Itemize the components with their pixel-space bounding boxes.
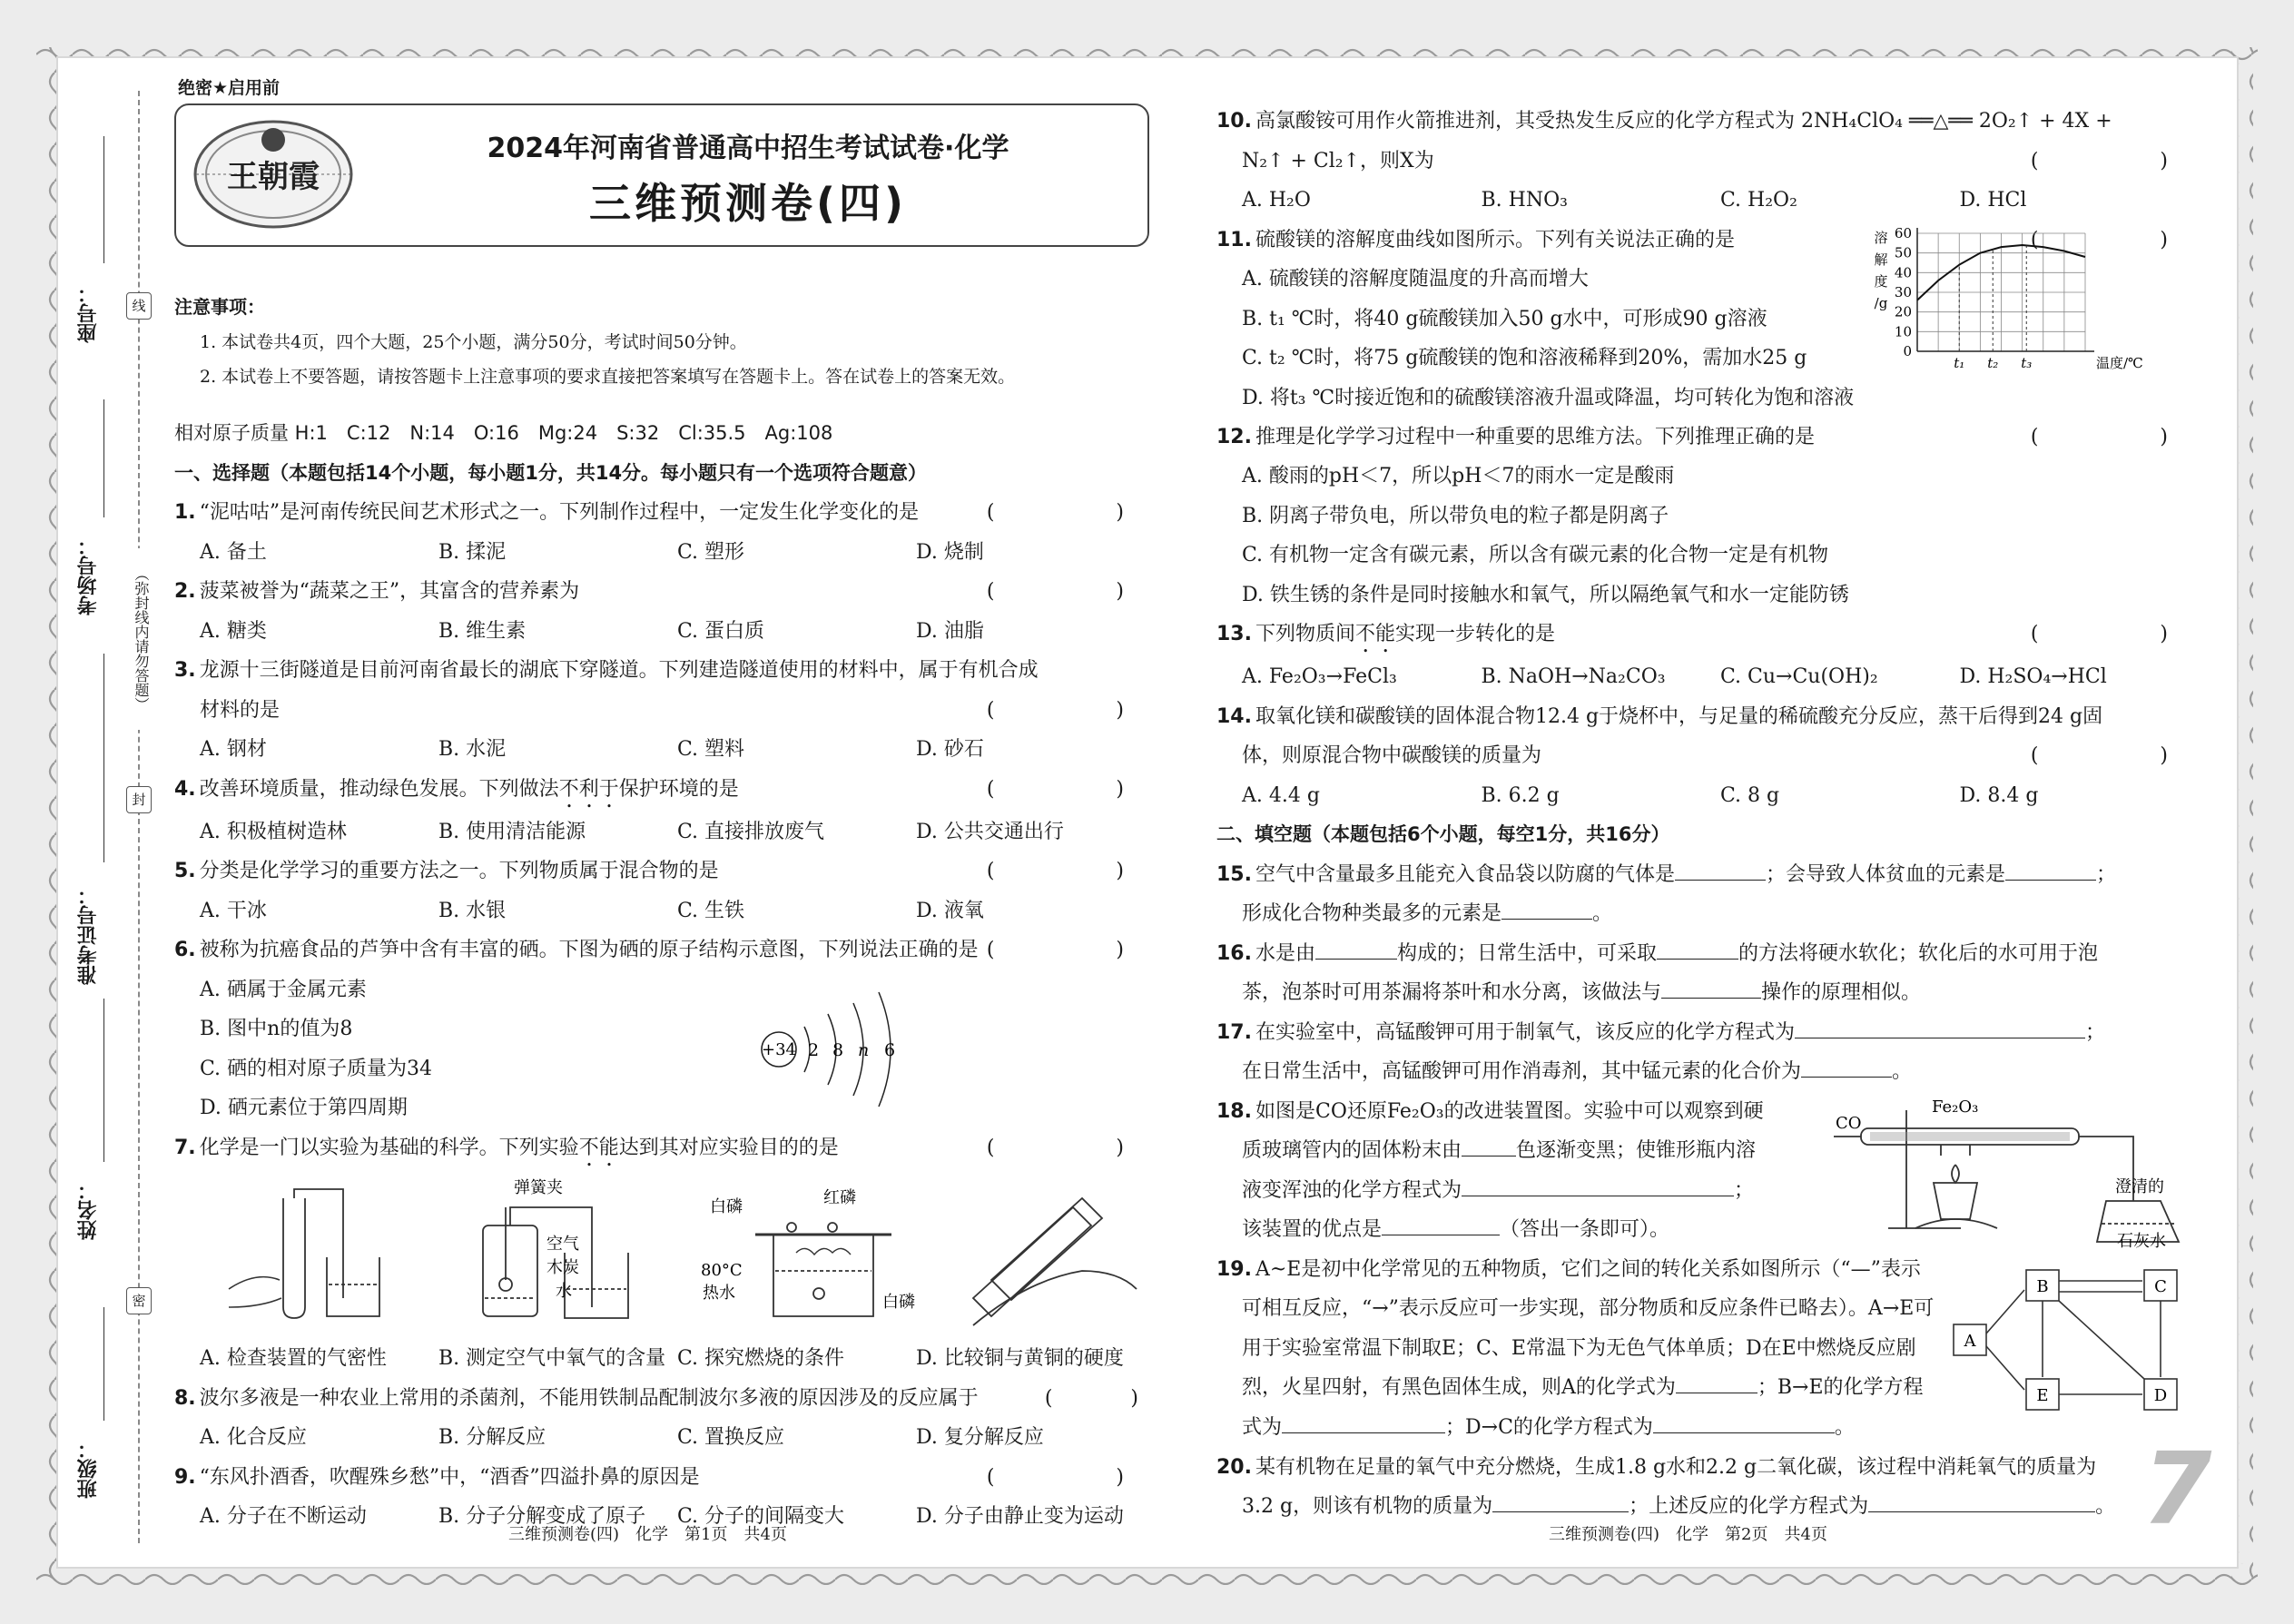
chart-ytick-label: 30: [1894, 283, 1912, 300]
svg-text:A: A: [1964, 1331, 1976, 1351]
question-9-options: A. 分子在不断运动 B. 分子分解变成了原子 C. 分子的间隔变大 D. 分子由静止变为运动: [200, 1505, 1124, 1528]
seat-label: 座号：: [77, 283, 100, 343]
svg-text:E: E: [2036, 1385, 2049, 1405]
atomic-mass: 相对原子质量 H:1 C:12 N:14 O:16 Mg:24 S:32 Cl:35.5 Ag:108: [174, 422, 833, 444]
question-16-cont: 茶，泡茶时可用茶漏将茶叶和水分离，该做法与 操作的原理相似。: [1216, 973, 2199, 1013]
publisher-logo: [187, 116, 359, 232]
chart-x-label: 温度/℃: [2096, 354, 2143, 371]
q12-option-c: C. 有机物一定含有碳元素，所以含有碳元素的化合物一定是有机物: [1242, 544, 1829, 566]
class-label: 班级：: [77, 1439, 100, 1499]
svg-text:白磷: 白磷: [710, 1196, 743, 1216]
svg-text:空气: 空气: [546, 1234, 579, 1254]
question-3: 3. 龙源十三街隧道是目前河南省最长的湖底下穿隧道。下列建造隧道使用的材料中，属于有机合成: [174, 659, 1039, 682]
question-18-block: 18. 如图是CO还原Fe₂O₃的改进装置图。实验中可以观察到硬 质玻璃管内的固体粉末由 色逐渐变黑；使锥形瓶内溶 液变浑浊的化学方程式为 ； 该装置的优点是 （答出一条即可）。 CO Fe₂O₃ 澄清的 石灰水: [1216, 1092, 2199, 1250]
selenium-atom-diagram: [755, 970, 919, 1128]
left-column: [174, 289, 1155, 1537]
question-8-options: A. 化合反应 B. 分解反应 C. 置换反应 D. 复分解反应: [200, 1426, 1044, 1449]
section-1-heading: 一、选择题（本题包括14个小题，每小题1分，共14分。每小题只有一个选项符合题意）: [174, 461, 928, 484]
name-label: 姓名：: [77, 1180, 100, 1240]
co-reduction-apparatus: [1834, 1092, 2197, 1250]
svg-text:+34: +34: [762, 1039, 796, 1059]
svg-text:6: 6: [884, 1039, 896, 1060]
logo-text: 王朝霞: [227, 159, 320, 195]
question-4: 4. 改善环境质量，推动绿色发展。下列做法 不利于 保护环境的是 ( ): [174, 777, 1151, 801]
exam-subtitle: 三维预测卷(四): [588, 179, 908, 228]
q11-option-b: B. t₁ ℃时，将40 g硫酸镁加入50 g水中，可形成90 g溶液: [1242, 307, 1767, 330]
question-19-block: 19. A~E是初中化学常见的五种物质，它们之间的转化关系如图所示（“—”表示 可相互反应，“→”表示反应可一步实现，部分物质和反应条件已略去）。A→E可 用于实验室常温下制取E；C、E常温下为无色气体单质；D在E中燃烧反应剧 烈，火星四射，有黑色固体生成，则A的化学式为 ；B→E的化学方程 式为 ；D→C的化学方程式为 。 A B C D E: [1216, 1250, 2199, 1448]
svg-text:8: 8: [832, 1039, 844, 1060]
q12-option-a: A. 酸雨的pH＜7，所以pH＜7的雨水一定是酸雨: [1242, 465, 1675, 487]
ticket-label: 准考证号：: [77, 885, 100, 985]
section-2-heading: 二、填空题（本题包括6个小题，每空1分，共16分）: [1216, 823, 1670, 845]
tag-seal: 封: [126, 786, 152, 813]
question-14-options: A. 4.4 g B. 6.2 g C. 8 g D. 8.4 g: [1242, 783, 2039, 807]
chart-y-label: 解: [1874, 251, 1888, 268]
chart-ytick-label: 60: [1894, 224, 1912, 241]
question-5-options: A. 干冰 B. 水银 C. 生铁 D. 液氧: [200, 899, 984, 922]
svg-text:木炭: 木炭: [546, 1257, 579, 1277]
tag-line: 线: [126, 292, 152, 320]
question-12: 12. 推理是化学学习过程中一种重要的思维方法。下列推理正确的是 ( ): [1216, 425, 2195, 448]
question-7-apparatus: [174, 1171, 1155, 1325]
notice-item-1: 1. 本试卷共4页，四个大题，25个小题，满分50分，考试时间50分钟。: [200, 332, 747, 352]
svg-text:C: C: [2154, 1276, 2167, 1296]
title-box: [174, 103, 1149, 247]
question-17: 17. 在实验室中，高锰酸钾可用于制氧气，该反应的化学方程式为 ；: [1216, 1013, 2199, 1053]
tag-secret: 密: [126, 1287, 152, 1314]
q11-option-a: A. 硫酸镁的溶解度随温度的升高而增大: [1242, 268, 1589, 290]
svg-text:CO: CO: [1836, 1113, 1862, 1133]
svg-text:Fe₂O₃: Fe₂O₃: [1932, 1097, 1979, 1117]
question-20: 20. 某有机物在足量的氧气中充分燃烧，生成1.8 g水和2.2 g二氧化碳，该过程中消耗氧气的质量为: [1216, 1455, 2097, 1479]
conversion-diagram: [1952, 1268, 2197, 1422]
svg-text:石灰水: 石灰水: [2117, 1231, 2166, 1251]
exam-title: 2024年河南省普通高中招生考试试卷·化学: [487, 133, 1009, 164]
notice-heading: 注意事项：: [174, 296, 265, 318]
seat-line: [103, 136, 104, 263]
question-2-options: A. 糖类 B. 维生素 C. 蛋白质 D. 油脂: [200, 619, 984, 643]
chart-y-label: 度: [1874, 272, 1888, 290]
chart-y-label: /g: [1874, 294, 1888, 311]
question-4-options: A. 积极植树造林 B. 使用清洁能源 C. 直接排放废气 D. 公共交通出行: [200, 820, 1064, 843]
chart-xtick-label: t₃: [2021, 354, 2033, 371]
question-13: 13. 下列物质间 不能 实现一步转化的是 ( ): [1216, 623, 2195, 645]
question-1: 1. “泥咕咕”是河南传统民间艺术形式之一。下列制作过程中，一定发生化学变化的是 ( ): [174, 501, 1151, 524]
question-5: 5. 分类是化学学习的重要方法之一。下列物质属于混合物的是 ( ): [174, 860, 1151, 882]
question-10-options: A. H₂O B. HNO₃ C. H₂O₂ D. HCl: [1242, 189, 2027, 212]
question-13-options: A. Fe₂O₃→FeCl₃ B. NaOH→Na₂CO₃ C. Cu→Cu(OH)₂ D. H₂SO₄→HCl: [1242, 665, 2107, 688]
question-16: 16. 水是由 构成的；日常生活中，可采取 的方法将硬水软化；软化后的水可用于泡: [1216, 934, 2199, 974]
svg-text:澄清的: 澄清的: [2115, 1176, 2164, 1196]
chart-ytick-label: 10: [1894, 322, 1912, 340]
question-7: 7. 化学是一门以实验为基础的科学。下列实验 不能 达到其对应实验目的的是 ( ): [174, 1136, 1151, 1159]
question-11-block: 11. 硫酸镁的溶解度曲线如图所示。下列有关说法正确的是 A. 硫酸镁的溶解度随温度的升高而增大 B. t₁ ℃时，将40 g硫酸镁加入50 g水中，可形成90 g溶液 C. t₂ ℃时，将75 g硫酸镁的饱和溶液稀释到20%，需加水25 g D. 将t₃ ℃时接近饱和的硫酸镁溶液升温或降温，均可转化为饱和溶液 ( ) 0 10 20 30 40 50 60 t₁ t₂ t₃ 温度/℃ 溶 解 度 /g: [1216, 221, 2199, 418]
svg-text:2: 2: [808, 1039, 820, 1060]
footer-page-1: 三维预测卷(四) 化学 第1页 共4页: [508, 1525, 787, 1544]
chart-ytick-label: 0: [1903, 342, 1912, 359]
question-10: 10. 高氯酸铵可用作火箭推进剂，其受热发生反应的化学方程式为 2NH₄ClO₄ ══△══ 2O₂↑ + 4X +: [1216, 110, 2112, 133]
question-1-options: A. 备土 B. 揉泥 C. 塑形 D. 烧制: [200, 540, 984, 564]
confidential-label: 绝密★启用前: [178, 78, 281, 98]
class-line: [103, 1307, 104, 1421]
question-8: 8. 波尔多液是一种农业上常用的杀菌剂，不能用铁制品配制波尔多液的原因涉及的反应属于 ( ): [174, 1386, 1151, 1410]
chart-ytick-label: 50: [1894, 244, 1912, 261]
chart-y-label: 溶: [1874, 229, 1888, 246]
question-7-options: A. 检查装置的气密性 B. 测定空气中氧气的含量 C. 探究燃烧的条件 D. 比较铜与黄铜的硬度: [200, 1347, 1124, 1370]
q6-option-a: A. 硒属于金属元素: [200, 978, 367, 1001]
svg-text:80°C: 80°C: [701, 1260, 743, 1280]
question-14: 14. 取氧化镁和碳酸镁的固体混合物12.4 g于烧杯中，与足量的稀硫酸充分反应，蒸干后得到24 g固: [1216, 704, 2103, 728]
question-20-cont: 3.2 g，则该有机物的质量为 ；上述反应的化学方程式为 。: [1216, 1487, 2199, 1527]
room-label: 考场号：: [77, 536, 100, 615]
chart-ytick-label: 20: [1894, 303, 1912, 320]
question-6: 6. 被称为抗癌食品的芦笋中含有丰富的硒。下图为硒的原子结构示意图，下列说法正确的是 ( ): [174, 939, 1151, 961]
q12-option-d: D. 铁生锈的条件是同时接触水和氧气，所以隔绝氧气和水一定能防锈: [1242, 583, 1849, 606]
page-mark: 7: [2142, 1431, 2212, 1547]
question-3-cont: 材料的是 ( ): [200, 698, 1151, 722]
svg-text:n: n: [858, 1039, 870, 1060]
side-note: （弥封线内请勿答题）: [126, 548, 150, 730]
question-3-options: A. 钢材 B. 水泥 C. 塑料 D. 砂石: [200, 738, 984, 761]
svg-text:热水: 热水: [703, 1283, 735, 1303]
question-14-cont: 体，则原混合物中碳酸镁的质量为 ( ): [1242, 744, 2195, 767]
q6-option-c: C. 硒的相对原子质量为34: [200, 1057, 433, 1080]
footer-page-2: 三维预测卷(四) 化学 第2页 共4页: [1549, 1525, 1827, 1544]
question-10-cont: N₂↑ + Cl₂↑，则X为 ( ): [1242, 149, 2195, 172]
right-column: [1216, 102, 2199, 1527]
svg-text:红磷: 红磷: [823, 1187, 856, 1207]
q11-option-c: C. t₂ ℃时，将75 g硫酸镁的饱和溶液稀释到20%，需加水25 g: [1242, 347, 1807, 369]
solubility-chart: [1863, 224, 2143, 383]
q6-option-d: D. 硒元素位于第四周期: [200, 1097, 408, 1119]
question-15-cont: 形成化合物种类最多的元素是 。: [1216, 894, 2199, 934]
question-15: 15. 空气中含量最多且能充入食品袋以防腐的气体是 ；会导致人体贫血的元素是 ；: [1216, 855, 2199, 895]
svg-text:D: D: [2153, 1385, 2168, 1405]
q12-option-b: B. 阴离子带负电，所以带负电的粒子都是阴离子: [1242, 504, 1669, 527]
question-17-cont: 在日常生活中，高锰酸钾可用作消毒剂，其中锰元素的化合价为 。: [1216, 1052, 2199, 1092]
svg-text:白磷: 白磷: [882, 1292, 915, 1312]
notice-item-2: 2. 本试卷上不要答题，请按答题卡上注意事项的要求直接把答案填写在答题卡上。答在试卷上的答案无效。: [200, 367, 1016, 387]
chart-ytick-label: 40: [1894, 263, 1912, 281]
question-6-body: [174, 970, 1155, 1128]
q6-option-b: B. 图中n的值为8: [200, 1018, 353, 1040]
chart-xtick-label: t₂: [1987, 354, 1999, 371]
name-line: [103, 999, 104, 1162]
q11-option-d: D. 将t₃ ℃时接近饱和的硫酸镁溶液升温或降温，均可转化为饱和溶液: [1242, 386, 1855, 409]
question-9: 9. “东风扑酒香，吹醒殊乡愁”中，“酒香”四溢扑鼻的原因是 ( ): [174, 1465, 1151, 1489]
q11-paren: ( ): [2030, 228, 2195, 251]
ticket-line: [103, 654, 104, 862]
svg-text:B: B: [2036, 1276, 2049, 1296]
chart-xtick-label: t₁: [1954, 354, 1965, 371]
question-2: 2. 菠菜被誉为“蔬菜之王”，其富含的营养素为 ( ): [174, 580, 1151, 603]
svg-text:水: 水: [556, 1281, 572, 1301]
room-line: [103, 399, 104, 517]
svg-text:弹簧夹: 弹簧夹: [514, 1177, 563, 1197]
